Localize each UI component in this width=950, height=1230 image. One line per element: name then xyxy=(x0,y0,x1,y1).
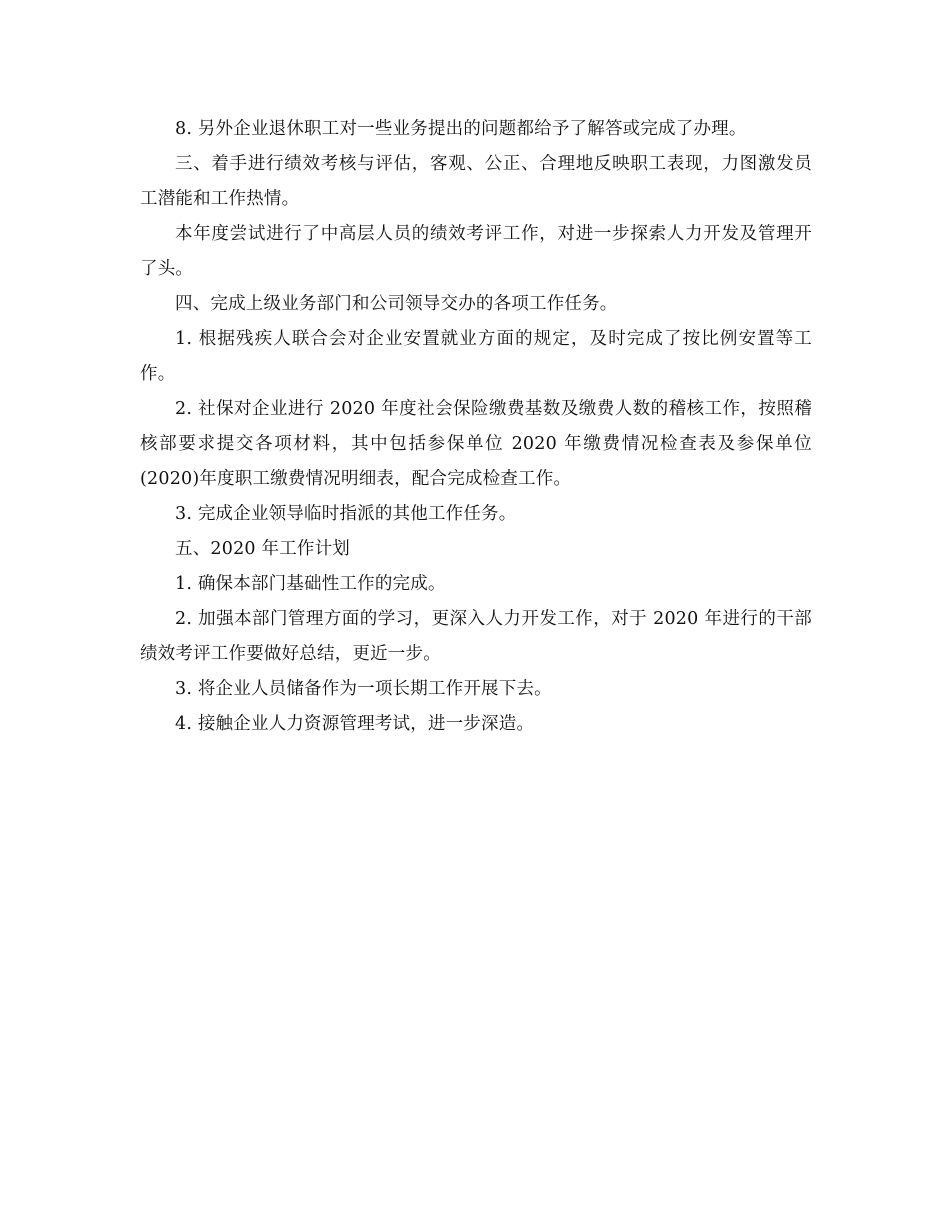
list-item-staff-reserve: 3. 将企业人员储备作为一项长期工作开展下去。 xyxy=(175,679,552,699)
list-item-basic-work: 1. 确保本部门基础性工作的完成。 xyxy=(175,574,446,594)
section-heading-performance-review: 三、着手进行绩效考核与评估，客观、公正、合理地反映职工表现，力图激发员工潜能和工作热情。 xyxy=(140,154,812,209)
paragraph-senior-staff-evaluation: 本年度尝试进行了中高层人员的绩效考评工作，对进一步探索人力开发及管理开了头。 xyxy=(140,224,812,279)
document-body xyxy=(140,112,812,742)
list-item-temporary-tasks: 3. 完成企业领导临时指派的其他工作任务。 xyxy=(175,504,517,524)
paragraph-retiree-questions: 8. 另外企业退休职工对一些业务提出的问题都给予了解答或完成了办理。 xyxy=(175,119,747,139)
list-item-disability-placement: 1. 根据残疾人联合会对企业安置就业方面的规定，及时完成了按比例安置等工作。 xyxy=(140,329,812,384)
list-item-management-learning: 2. 加强本部门管理方面的学习，更深入人力开发工作，对于 2020 年进行的干部绩效考评工作要做好总结，更近一步。 xyxy=(140,609,812,664)
list-item-social-insurance-audit: 2. 社保对企业进行 2020 年度社会保险缴费基数及缴费人数的稽核工作，按照稽核部要求提交各项材料，其中包括参保单位 2020 年缴费情况检查表及参保单位(2020)年度职工缴费情况明细表，配合完成检查工作。 xyxy=(140,399,812,489)
section-heading-work-plan: 五、2020 年工作计划 xyxy=(175,539,350,559)
list-item-hr-exam: 4. 接触企业人力资源管理考试，进一步深造。 xyxy=(175,714,535,734)
section-heading-assigned-tasks: 四、完成上级业务部门和公司领导交办的各项工作任务。 xyxy=(175,294,618,314)
